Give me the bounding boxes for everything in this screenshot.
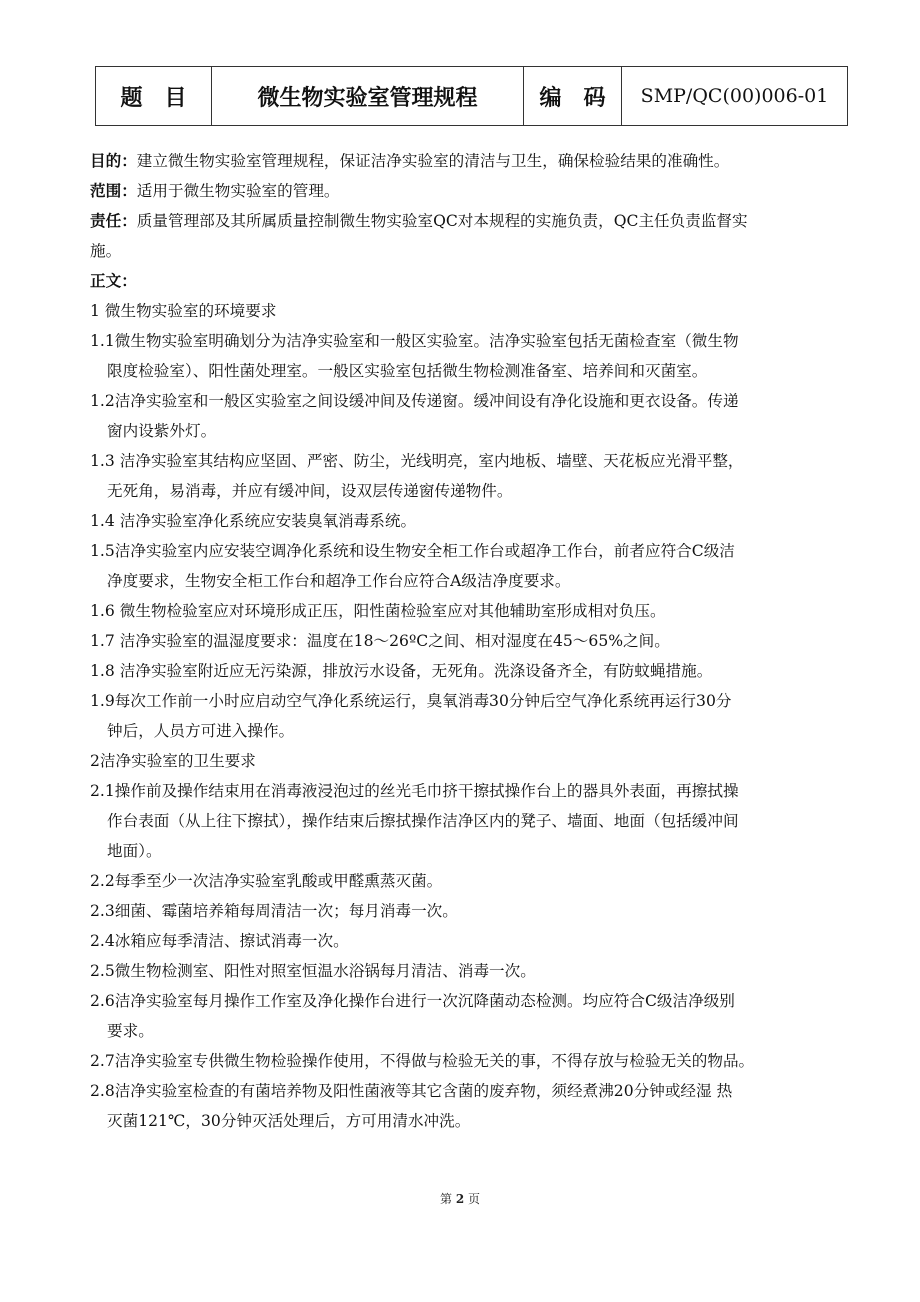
clause-2-5: 2.5微生物检测室、阳性对照室恒温水浴锅每月清洁、消毒一次。 — [90, 962, 536, 980]
clause-1-9-cont: 钟后，人员方可进入操作。 — [107, 722, 295, 740]
responsibility-line-2: 施。 — [90, 242, 122, 260]
clause-1-6: 1.6 微生物检验室应对环境形成正压，阳性菌检验室应对其他辅助室形成相对负压。 — [90, 602, 666, 620]
title-label: 题 目 — [96, 67, 212, 126]
body-label: 正文： — [90, 272, 137, 290]
clause-2-8-cont: 灭菌121℃，30分钟灭活处理后，方可用清水冲洗。 — [107, 1112, 471, 1130]
code-label: 编 码 — [524, 67, 622, 126]
clause-1-4: 1.4 洁净实验室净化系统应安装臭氧消毒系统。 — [90, 512, 417, 530]
clause-1-5-cont: 净度要求，生物安全柜工作台和超净工作台应符合A级洁净度要求。 — [107, 572, 571, 590]
clause-1-8: 1.8 洁净实验室附近应无污染源，排放污水设备，无死角。洗涤设备齐全，有防蚊蝇措施。 — [90, 662, 713, 680]
clause-1-2-cont: 窗内设紫外灯。 — [107, 422, 217, 440]
document-title: 微生物实验室管理规程 — [212, 67, 524, 126]
responsibility-line — [90, 206, 860, 236]
purpose-label: 目的： — [90, 152, 137, 170]
page-number: 2 — [455, 1192, 465, 1206]
responsibility-text: 质量管理部及其所属质量控制微生物实验室QC对本规程的实施负责，QC主任负责监督实 — [136, 212, 748, 230]
clause-1-2: 1.2洁净实验室和一般区实验室之间设缓冲间及传递窗。缓冲间设有净化设施和更衣设备。传递 — [90, 392, 739, 410]
document-code: SMP/QC(00)006-01 — [622, 67, 848, 126]
clause-2-1-cont-2: 地面）。 — [107, 842, 162, 860]
header-table — [95, 66, 848, 126]
clause-1-1-cont: 限度检验室）、阳性菌处理室。一般区实验室包括微生物检测准备室、培养间和灭菌室。 — [107, 362, 708, 380]
clause-2-3: 2.3细菌、霉菌培养箱每周清洁一次；每月消毒一次。 — [90, 902, 458, 920]
scope-line — [90, 176, 860, 206]
responsibility-label: 责任： — [90, 212, 137, 230]
scope-label: 范围： — [90, 182, 137, 200]
clause-1-9: 1.9每次工作前一小时应启动空气净化系统运行，臭氧消毒30分钟后空气净化系统再运行30分 — [90, 692, 732, 710]
clause-2-7: 2.7洁净实验室专供微生物检验操作使用，不得做与检验无关的事，不得存放与检验无关的物品。 — [90, 1052, 755, 1070]
page-prefix: 第 — [439, 1192, 452, 1206]
purpose-line — [90, 146, 860, 176]
clause-1-1: 1.1微生物实验室明确划分为洁净实验室和一般区实验室。洁净实验室包括无菌检查室（微生物 — [90, 332, 739, 350]
clause-2-4: 2.4冰箱应每季清洁、擦试消毒一次。 — [90, 932, 349, 950]
purpose-text: 建立微生物实验室管理规程，保证洁净实验室的清洁与卫生，确保检验结果的准确性。 — [136, 152, 730, 170]
clause-2-2: 2.2每季至少一次洁净实验室乳酸或甲醛熏蒸灭菌。 — [90, 872, 443, 890]
section-heading-2: 2洁净实验室的卫生要求 — [90, 752, 256, 770]
clause-2-1-cont: 作台表面（从上往下擦拭），操作结束后擦拭操作洁净区内的凳子、墙面、地面（包括缓冲间 — [107, 812, 739, 830]
clause-2-6-cont: 要求。 — [107, 1022, 154, 1040]
page-suffix: 页 — [468, 1192, 481, 1206]
document-body — [90, 146, 860, 1136]
clause-2-8: 2.8洁净实验室检查的有菌培养物及阳性菌液等其它含菌的废弃物，须经煮沸20分钟或经湿 热 — [90, 1082, 733, 1100]
page-footer — [0, 1190, 920, 1207]
section-heading-1: 1 微生物实验室的环境要求 — [90, 302, 277, 320]
scope-text: 适用于微生物实验室的管理。 — [136, 182, 340, 200]
clause-2-6: 2.6洁净实验室每月操作工作室及净化操作台进行一次沉降菌动态检测。均应符合C级洁净级别 — [90, 992, 735, 1010]
clause-1-3: 1.3 洁净实验室其结构应坚固、严密、防尘，光线明亮，室内地板、墙壁、天花板应光滑平整， — [90, 452, 744, 470]
clause-1-5: 1.5洁净实验室内应安装空调净化系统和设生物安全柜工作台或超净工作台，前者应符合C级洁 — [90, 542, 735, 560]
clause-1-7: 1.7 洁净实验室的温湿度要求：温度在18～26ºC之间、相对湿度在45～65%之间。 — [90, 632, 670, 650]
clause-2-1: 2.1操作前及操作结束用在消毒液浸泡过的丝光毛巾挤干擦拭操作台上的器具外表面，再擦拭操 — [90, 782, 739, 800]
clause-1-3-cont: 无死角，易消毒，并应有缓冲间，设双层传递窗传递物件。 — [107, 482, 513, 500]
